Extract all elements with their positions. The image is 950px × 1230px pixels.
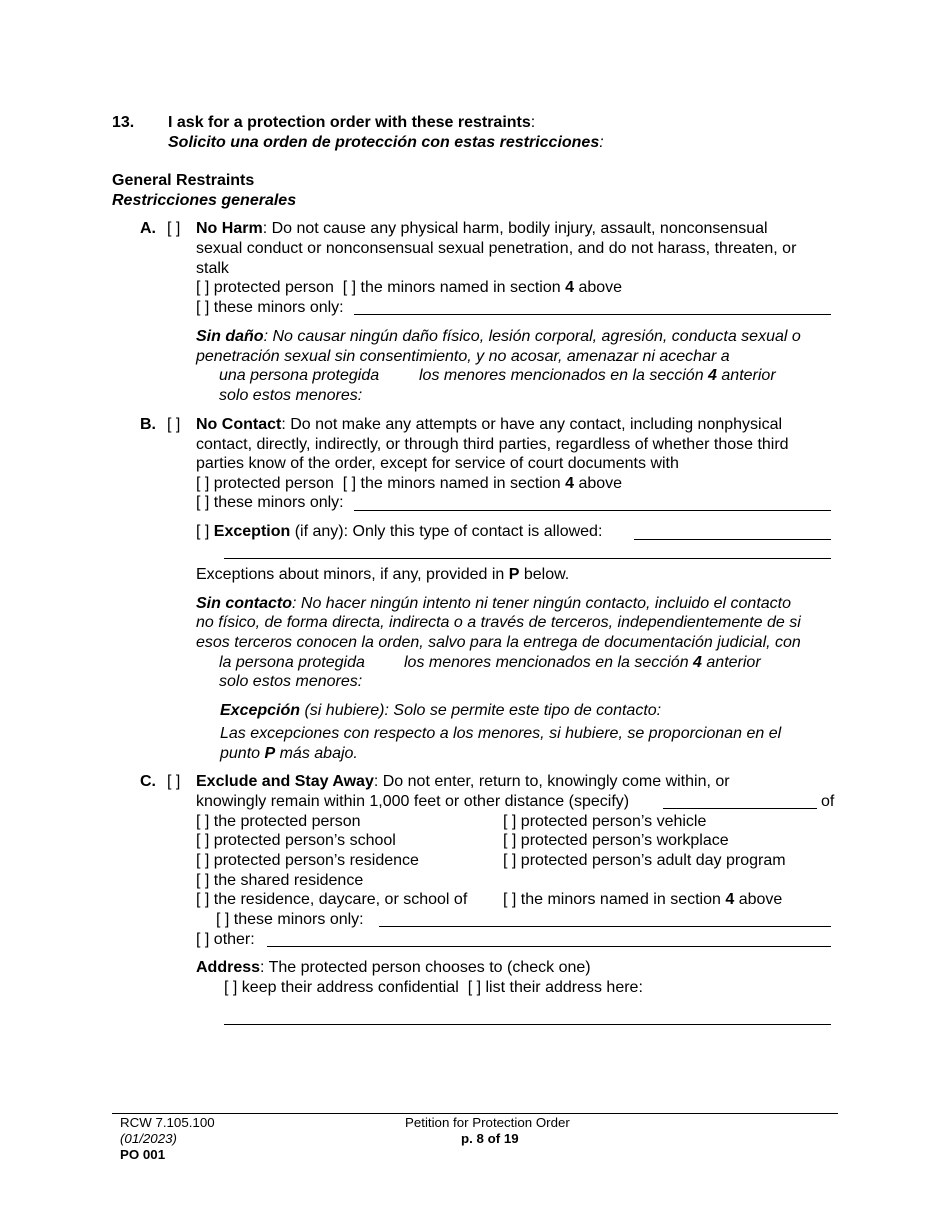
item-c-adult-checkbox[interactable]: [ ] bbox=[503, 852, 517, 869]
item-c-residence-label: protected person’s residence bbox=[209, 852, 419, 869]
item-b-protected-label: protected person bbox=[209, 475, 334, 492]
item-b-es-minors-text: los menores mencionados en la sección bbox=[404, 654, 694, 671]
footer-date: (01/2023) bbox=[120, 1131, 177, 1146]
item-b-minors-section-number: 4 bbox=[565, 475, 575, 492]
item-b-es-minors bbox=[404, 653, 761, 672]
item-c-other-field[interactable] bbox=[267, 946, 831, 947]
item-c-rds-checkbox[interactable]: [ ] bbox=[196, 891, 210, 908]
item-b-minors-checkbox[interactable]: [ ] bbox=[342, 475, 357, 492]
item-b-es1 bbox=[196, 594, 791, 613]
item-b-letter: B. bbox=[140, 416, 156, 433]
item-b-these-minors-field[interactable] bbox=[354, 510, 831, 511]
item-c-list-label: list their address here: bbox=[481, 979, 643, 996]
item-a-these-minors bbox=[196, 298, 344, 317]
item-a-minors-label-end: above bbox=[574, 279, 623, 296]
item-c-workplace-checkbox[interactable]: [ ] bbox=[503, 832, 517, 849]
item-c-adult-label: protected person’s adult day program bbox=[516, 852, 786, 869]
section-number: 13. bbox=[112, 114, 135, 131]
item-c-minors-checkbox[interactable]: [ ] bbox=[503, 891, 517, 908]
item-c-protected-label: the protected person bbox=[209, 813, 361, 830]
item-a-es-these: solo estos menores: bbox=[219, 387, 363, 404]
item-c-opt-school bbox=[196, 831, 396, 850]
section-title-es-colon: : bbox=[599, 134, 604, 151]
item-b-line1 bbox=[196, 415, 782, 434]
item-c-other bbox=[196, 930, 255, 949]
item-c-label: Exclude and Stay Away bbox=[196, 773, 374, 790]
item-a-es1-text: : No causar ningún daño físico, lesión corporal, agresión, conducta sexual o bbox=[263, 328, 801, 345]
section-title-es-text: Solicito una orden de protección con estas restricciones bbox=[168, 134, 600, 151]
section-title-colon: : bbox=[530, 114, 536, 131]
item-a-protected-label: protected person bbox=[209, 279, 334, 296]
item-b-exception-checkbox[interactable]: [ ] bbox=[196, 523, 210, 540]
item-a-minors-checkbox[interactable]: [ ] bbox=[342, 279, 357, 296]
item-b-options bbox=[196, 474, 622, 493]
item-c-shared-label: the shared residence bbox=[209, 872, 364, 889]
item-a-these-checkbox[interactable]: [ ] bbox=[196, 299, 210, 316]
item-a-label: No Harm bbox=[196, 220, 263, 237]
item-c-opt-vehicle bbox=[503, 812, 706, 831]
item-b-exception-text: (if any): Only this type of contact is allowed: bbox=[290, 523, 603, 540]
item-b-minors-label: the minors named in section bbox=[356, 475, 566, 492]
item-b-checkbox[interactable]: [ ] bbox=[167, 416, 181, 433]
item-c-minors-label-end: above bbox=[734, 891, 783, 908]
item-c-other-label: other: bbox=[209, 931, 255, 948]
item-a-line1 bbox=[196, 219, 768, 238]
footer-title: Petition for Protection Order bbox=[405, 1115, 570, 1130]
item-b-es-protected: la persona protegida bbox=[219, 654, 365, 671]
item-b-text1: : Do not make any attempts or have any contact, including nonphysical bbox=[281, 416, 783, 433]
item-a-letter: A. bbox=[140, 220, 156, 237]
item-b-es-these: solo estos menores: bbox=[219, 673, 363, 690]
item-b-text3: parties know of the order, except for service of court documents with bbox=[196, 455, 679, 472]
section-title-text: I ask for a protection order with these restraints bbox=[168, 114, 531, 131]
footer-rcw: RCW 7.105.100 bbox=[120, 1115, 215, 1130]
item-c-shared-checkbox[interactable]: [ ] bbox=[196, 872, 210, 889]
item-a-options bbox=[196, 278, 622, 297]
item-c-opt-protected bbox=[196, 812, 361, 831]
item-b-exception-field-2[interactable] bbox=[224, 558, 831, 559]
item-b-es-exc2 bbox=[220, 744, 358, 763]
item-c-address bbox=[196, 958, 591, 977]
item-b-es-minors-number: 4 bbox=[693, 654, 702, 671]
item-b-es-exception-text: (si hubiere): Solo se permite este tipo de contacto: bbox=[300, 702, 662, 719]
item-b-exceptions-minors-end: below. bbox=[519, 566, 570, 583]
item-c-confidential-checkbox[interactable]: [ ] bbox=[224, 979, 238, 996]
item-c-text2: knowingly remain within 1,000 feet or other distance (specify) bbox=[196, 793, 630, 810]
item-a-minors-section-number: 4 bbox=[565, 279, 575, 296]
item-c-school-checkbox[interactable]: [ ] bbox=[196, 832, 210, 849]
item-c-address-label: Address bbox=[196, 959, 261, 976]
item-b-es-exc2-letter: P bbox=[264, 745, 276, 762]
item-c-workplace-label: protected person’s workplace bbox=[516, 832, 729, 849]
footer-divider bbox=[112, 1113, 838, 1114]
item-c-text2-of: of bbox=[821, 793, 835, 810]
item-a-es-protected: una persona protegida bbox=[219, 367, 380, 384]
item-c-text1: : Do not enter, return to, knowingly come within, or bbox=[373, 773, 730, 790]
item-a-text3: stalk bbox=[196, 260, 229, 277]
item-c-residence-checkbox[interactable]: [ ] bbox=[196, 852, 210, 869]
item-a-protected-checkbox[interactable]: [ ] bbox=[196, 279, 210, 296]
item-b-es-exception-label: Excepción bbox=[220, 702, 301, 719]
item-a-text2: sexual conduct or nonconsensual sexual penetration, and do not harass, threaten, or bbox=[196, 240, 797, 257]
item-c-opt-residence bbox=[196, 851, 419, 870]
item-c-letter: C. bbox=[140, 773, 156, 790]
item-b-es-minors-end: anterior bbox=[701, 654, 761, 671]
item-a-minors-label: the minors named in section bbox=[356, 279, 566, 296]
item-b-exception-field[interactable] bbox=[634, 539, 831, 540]
item-c-vehicle-label: protected person’s vehicle bbox=[516, 813, 707, 830]
item-b-exceptions-minors-text: Exceptions about minors, if any, provided in bbox=[196, 566, 509, 583]
item-c-these-label: these minors only: bbox=[229, 911, 364, 928]
item-b-label: No Contact bbox=[196, 416, 282, 433]
general-heading: General Restraints bbox=[112, 172, 255, 189]
item-b-es3: esos terceros conocen la orden, salvo para la entrega de documentación judicial, con bbox=[196, 634, 801, 651]
item-a-es-minors bbox=[419, 366, 776, 385]
item-c-address-field[interactable] bbox=[224, 1024, 831, 1025]
item-b-protected-checkbox[interactable]: [ ] bbox=[196, 475, 210, 492]
item-c-opt-shared bbox=[196, 871, 363, 890]
item-b-es-exception bbox=[220, 701, 661, 720]
item-c-opt-adult bbox=[503, 851, 786, 870]
item-b-es1-text: : No hacer ningún intento ni tener ningún contacto, incluido el contacto bbox=[292, 595, 792, 612]
item-c-opt-workplace bbox=[503, 831, 729, 850]
item-c-minors-section-number: 4 bbox=[725, 891, 735, 908]
item-b-es-label: Sin contacto bbox=[196, 595, 293, 612]
item-c-address-options bbox=[224, 978, 643, 997]
item-a-checkbox[interactable]: [ ] bbox=[167, 220, 181, 237]
item-c-these-minors bbox=[216, 910, 364, 929]
item-c-distance-field[interactable] bbox=[663, 808, 817, 809]
item-b-exceptions-minors-letter: P bbox=[508, 566, 520, 583]
item-a-es1 bbox=[196, 327, 801, 346]
item-c-these-checkbox[interactable]: [ ] bbox=[216, 911, 230, 928]
item-c-protected-checkbox[interactable]: [ ] bbox=[196, 813, 210, 830]
section-title bbox=[168, 113, 535, 132]
item-a-es-minors-number: 4 bbox=[708, 367, 717, 384]
item-a-es-label: Sin daño bbox=[196, 328, 264, 345]
item-a-these-label: these minors only: bbox=[209, 299, 344, 316]
item-c-opt-minors bbox=[503, 890, 782, 909]
item-c-school-label: protected person’s school bbox=[209, 832, 396, 849]
item-c-checkbox[interactable]: [ ] bbox=[167, 773, 181, 790]
item-b-es-exc2-text: punto bbox=[220, 745, 265, 762]
item-b-these-label: these minors only: bbox=[209, 494, 344, 511]
item-a-es-minors-text: los menores mencionados en la sección bbox=[419, 367, 709, 384]
item-b-text2: contact, directly, indirectly, or through third parties, regardless of whether those third bbox=[196, 436, 789, 453]
item-c-confidential-label: keep their address confidential bbox=[237, 979, 459, 996]
item-c-rds-label: the residence, daycare, or school of bbox=[209, 891, 468, 908]
item-c-these-minors-field[interactable] bbox=[379, 926, 831, 927]
item-a-these-minors-field[interactable] bbox=[354, 314, 831, 315]
item-b-es-exc1: Las excepciones con respecto a los menores, si hubiere, se proporcionan en el bbox=[220, 725, 782, 742]
item-b-exception-label: Exception bbox=[213, 523, 291, 540]
item-c-address-text: : The protected person chooses to (check one) bbox=[260, 959, 591, 976]
item-b-exceptions-minors bbox=[196, 565, 569, 584]
item-b-these-checkbox[interactable]: [ ] bbox=[196, 494, 210, 511]
item-c-vehicle-checkbox[interactable]: [ ] bbox=[503, 813, 517, 830]
item-a-es-minors-end: anterior bbox=[716, 367, 776, 384]
item-b-these-minors bbox=[196, 493, 344, 512]
item-c-list-checkbox[interactable]: [ ] bbox=[467, 979, 482, 996]
item-a-es2: penetración sexual sin consentimiento, y no acosar, amenazar ni acechar a bbox=[196, 348, 730, 365]
item-c-opt-rds bbox=[196, 890, 467, 909]
item-c-line1 bbox=[196, 772, 730, 791]
item-c-other-checkbox[interactable]: [ ] bbox=[196, 931, 210, 948]
item-c-minors-label: the minors named in section bbox=[516, 891, 726, 908]
footer-form-number: PO 001 bbox=[120, 1147, 166, 1162]
item-b-es-exc2-end: más abajo. bbox=[275, 745, 358, 762]
item-a-text1: : Do not cause any physical harm, bodily injury, assault, nonconsensual bbox=[262, 220, 768, 237]
footer-page: p. 8 of 19 bbox=[461, 1131, 519, 1146]
item-b-minors-label-end: above bbox=[574, 475, 623, 492]
item-b-exception bbox=[196, 522, 602, 541]
general-heading-es: Restricciones generales bbox=[112, 192, 297, 209]
section-title-es bbox=[168, 133, 604, 152]
item-b-es2: no físico, de forma directa, indirecta o a través de terceros, independientemente de si bbox=[196, 614, 801, 631]
